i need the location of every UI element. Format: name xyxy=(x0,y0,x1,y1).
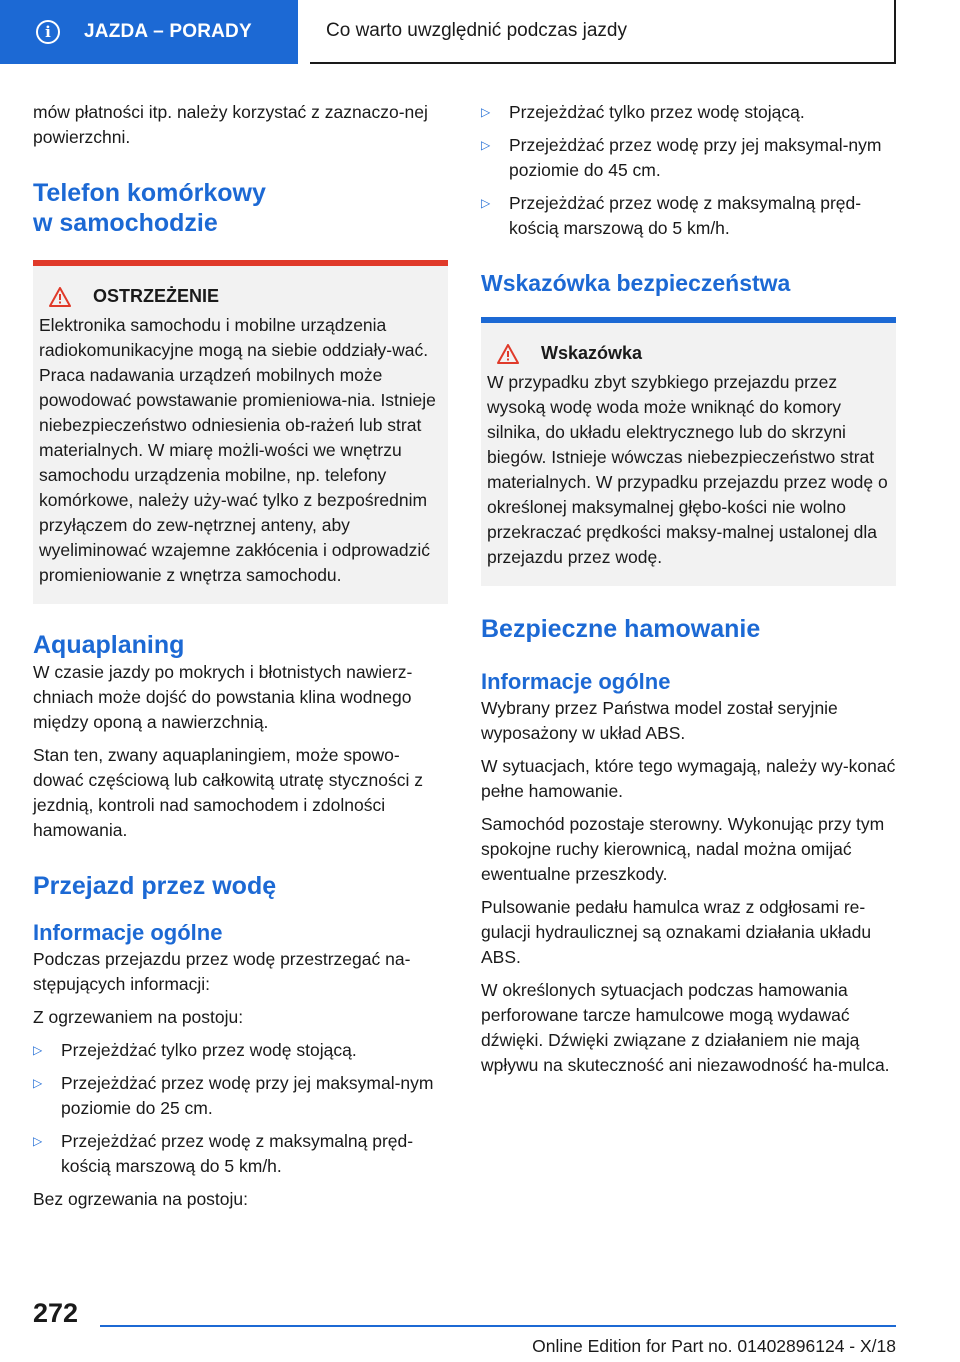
triangle-bullet-icon: ▷ xyxy=(33,1076,43,1090)
water-paragraph-2: Z ogrzewaniem na postoju: xyxy=(33,1007,244,1027)
left-column xyxy=(33,100,448,1220)
header-section-tab xyxy=(0,0,298,64)
list-item-text: Przejeżdżać przez wodę z maksymalną pręd-kością marszową do 5 km/h. xyxy=(509,193,862,238)
warning-title: OSTRZEŻENIE xyxy=(93,286,220,306)
list-item xyxy=(33,1038,448,1063)
water-paragraph-1: Podczas przejazdu przez wodę przestrzegać na-stępujących informacji: xyxy=(33,949,411,994)
list-item-text: Przejeżdżać przez wodę przy jej maksymal-nym poziomie do 25 cm. xyxy=(61,1073,434,1118)
aquaplaning-paragraph-1: W czasie jazdy po mokrych i błotnistych nawierz-chniach może dojść do powstania klina wodnego między oponą a nawierzchnią. xyxy=(33,662,413,732)
braking-paragraph-5: W określonych sytuacjach podczas hamowania perforowane tarcze hamulcowe mogą wydawać dźwięki. Dźwięki związane z działaniem nie mają wpływu na skuteczność ani niezawodność ha-mulca. xyxy=(481,980,890,1075)
triangle-bullet-icon: ▷ xyxy=(481,196,491,210)
note-title: Wskazówka xyxy=(541,343,643,363)
list-item-text: Przejeżdżać tylko przez wodę stojącą. xyxy=(61,1040,357,1060)
note-header xyxy=(487,343,888,364)
intro-paragraph: mów płatności itp. należy korzystać z zaznaczo-nej powierzchni. xyxy=(33,102,428,147)
list-item xyxy=(33,1071,448,1121)
triangle-bullet-icon: ▷ xyxy=(481,138,491,152)
list-item xyxy=(481,133,896,183)
warning-triangle-icon xyxy=(49,287,71,307)
water-list-heated xyxy=(33,1038,448,1179)
braking-subheading: Informacje ogólne xyxy=(481,669,671,694)
warning-triangle-icon xyxy=(497,344,519,364)
warning-text: Elektronika samochodu i mobilne urządzenia radiokomunikacyjne mogą na siebie oddziały-wać. Praca nadawania urządzeń mobilnych może powodować powstawanie promieniowa-nia. Istnieje niebezpieczeństwo odniesienia ob-rażeń lub strat materialnych. W miarę możli-wości we wnętrzu samochodu urządzenia mobilne, np. telefony komórkowe, należy uży-wać tylko z bezpośrednim przyłączem do zew-nętrznej anteny, aby wyeliminować wzajemne zakłócenia i odprowadzić promieniowanie z wnętrza samochodu. xyxy=(39,315,436,585)
braking-heading: Bezpieczne hamowanie xyxy=(481,615,761,643)
note-box xyxy=(481,317,896,586)
triangle-bullet-icon: ▷ xyxy=(33,1043,43,1057)
water-list-unheated xyxy=(481,100,896,241)
phone-heading xyxy=(33,178,448,238)
page-header-title-box xyxy=(310,0,896,64)
safety-heading: Wskazówka bezpieczeństwa xyxy=(481,270,791,296)
water-subheading: Informacje ogólne xyxy=(33,920,223,945)
water-heading: Przejazd przez wodę xyxy=(33,872,277,900)
warning-box xyxy=(33,260,448,604)
braking-paragraph-1: Wybrany przez Państwa model został seryjnie wyposażony w układ ABS. xyxy=(481,698,838,743)
triangle-bullet-icon: ▷ xyxy=(33,1134,43,1148)
footer-divider xyxy=(100,1325,896,1327)
list-item xyxy=(481,191,896,241)
water-paragraph-3: Bez ogrzewania na postoju: xyxy=(33,1189,248,1209)
warning-header xyxy=(39,286,440,307)
section-name: JAZDA – PORADY xyxy=(84,21,252,42)
right-column xyxy=(481,100,896,1086)
braking-paragraph-3: Samochód pozostaje sterowny. Wykonując przy tym spokojne ruchy kierownicą, nadal można omijać ewentualne przeszkody. xyxy=(481,814,885,884)
list-item-text: Przejeżdżać przez wodę przy jej maksymal-nym poziomie do 45 cm. xyxy=(509,135,882,180)
info-icon: i xyxy=(36,20,60,44)
list-item xyxy=(481,100,896,125)
phone-heading-line-1: Telefon komórkowy xyxy=(33,179,266,207)
list-item-text: Przejeżdżać przez wodę z maksymalną pręd-kością marszową do 5 km/h. xyxy=(61,1131,414,1176)
note-text: W przypadku zbyt szybkiego przejazdu przez wysoką wodę woda może wniknąć do komory silnika, do układu elektrycznego lub do skrzyni biegów. Istnieje wówczas niebezpieczeństwo strat materialnych. W przypadku przejazdu przez wodę o określonej maksymalnej głębo-kości nie wolno przekraczać prędkości maksy-malnej ustalonej dla przejazdu przez wodę. xyxy=(487,372,888,567)
aquaplaning-heading: Aquaplaning xyxy=(33,631,185,659)
braking-paragraph-4: Pulsowanie pedału hamulca wraz z odgłosami re-gulacji hydraulicznej są oznakami działania układu ABS. xyxy=(481,897,872,967)
list-item-text: Przejeżdżać tylko przez wodę stojącą. xyxy=(509,102,805,122)
page-number: 272 xyxy=(33,1298,79,1328)
footer-edition: Online Edition for Part no. 01402896124 - X/18 xyxy=(532,1336,896,1356)
braking-paragraph-2: W sytuacjach, które tego wymagają, należy wy-konać pełne hamowanie. xyxy=(481,756,896,801)
page-title: Co warto uwzględnić podczas jazdy xyxy=(326,20,627,41)
aquaplaning-paragraph-2: Stan ten, zwany aquaplaningiem, może spowo-dować częściową lub całkowitą utratę styczności z jezdnią, kontroli nad samochodem i zdolności hamowania. xyxy=(33,745,424,840)
triangle-bullet-icon: ▷ xyxy=(481,105,491,119)
phone-heading-line-2: w samochodzie xyxy=(33,209,218,237)
list-item xyxy=(33,1129,448,1179)
